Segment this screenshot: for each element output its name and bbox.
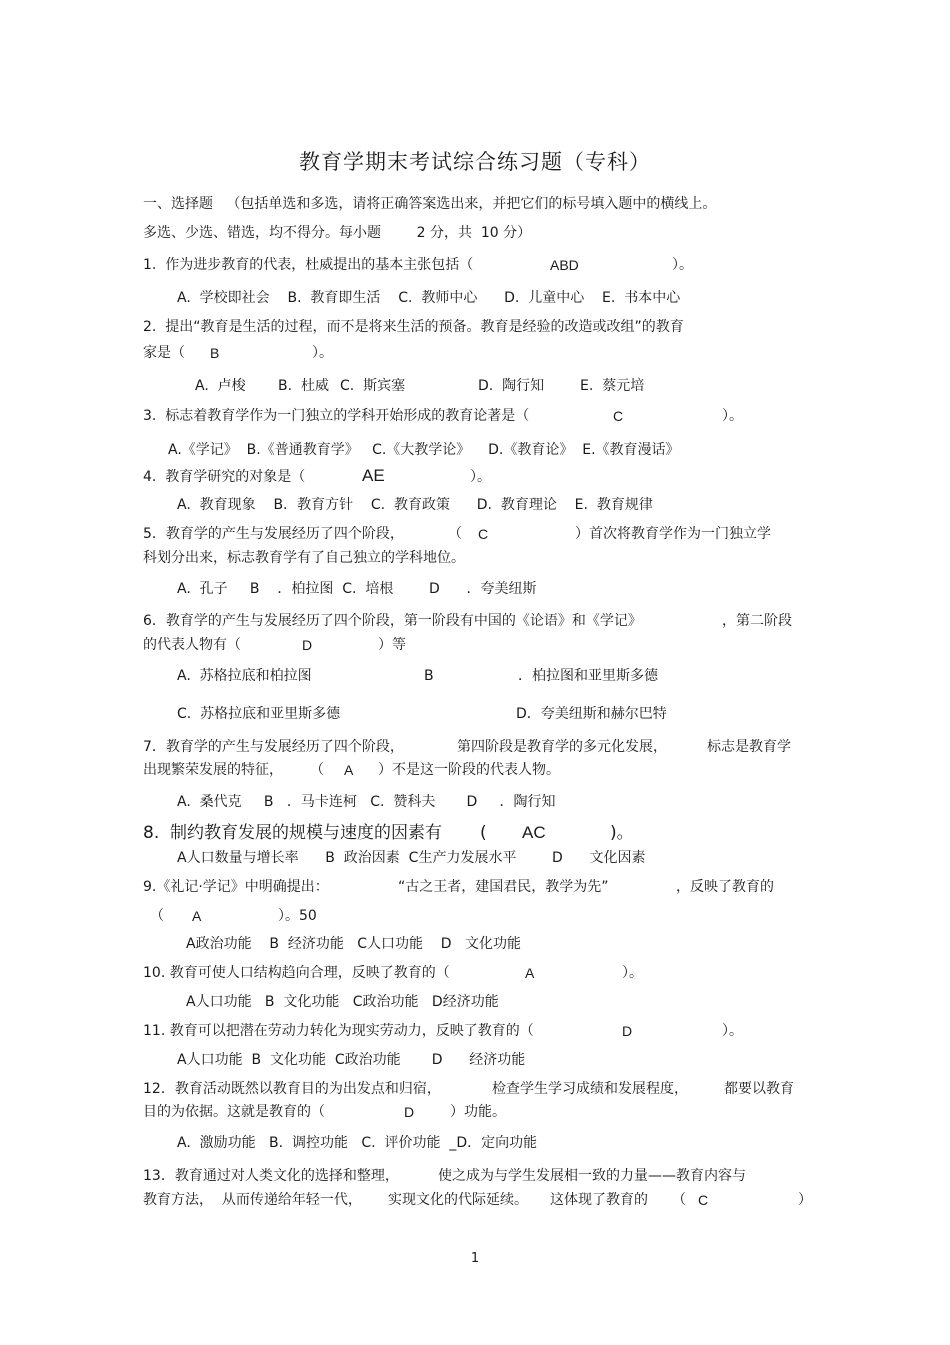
instructions-line-1: 一、选择题 （包括单选和多选，请将正确答案选出来，并把它们的标号填入题中的横线上。 (143, 196, 717, 212)
question-2-option-c: C. 斯宾塞 (340, 378, 406, 394)
question-4-close: ）。 (470, 469, 491, 485)
question-13-stem-line-2-end: 这体现了教育的 (550, 1192, 648, 1208)
question-6-option-a: A. 苏格拉底和柏拉图 (177, 668, 312, 684)
question-11-options: A人口功能 B 文化功能 C政治功能 D 经济功能 (177, 1052, 526, 1068)
question-12-stem-part-1: 12．教育活动既然以教育目的为出发点和归宿， (143, 1081, 441, 1097)
question-12-stem-part-2: 检查学生学习成绩和发展程度， (492, 1081, 688, 1097)
question-2-answer: B (210, 345, 220, 361)
question-2-option-d: D. 陶行知 (478, 378, 545, 394)
question-9-stem-part-1: 9.《礼记·学记》中明确提出： (143, 879, 329, 895)
question-7-stem-part-2: 第四阶段是教育学的多元化发展， (457, 739, 667, 755)
question-9-close: ）。50 (278, 908, 317, 924)
question-1-options: A. 学校即社会 B. 教育即生活 C. 教师中心 D. 儿童中心 E. 书本中心 (177, 290, 681, 306)
question-10-stem: 10. 教育可使人口结构趋向合理，反映了教育的（ (143, 965, 450, 981)
question-7-answer: A (344, 762, 354, 778)
question-2-option-e: E. 蔡元培 (580, 378, 645, 394)
question-6-option-d: D．夸美纽斯和赫尔巴特 (516, 706, 667, 722)
question-7-stem-line-2-end: ）不是这一阶段的代表人物。 (378, 762, 560, 778)
question-6-option-c: C. 苏格拉底和亚里斯多德 (177, 706, 341, 722)
question-13-answer: C (698, 1192, 709, 1208)
question-11-answer: D (622, 1023, 633, 1039)
question-7-paren: （ (310, 762, 324, 778)
question-12-answer: D (404, 1104, 415, 1120)
question-6-stem-part-2: ，第二阶段 (722, 613, 792, 629)
question-8-close: )。 (610, 823, 634, 843)
question-13-paren: （ (672, 1192, 686, 1208)
question-1-stem: 1. 作为进步教育的代表，杜威提出的基本主张包括（ (143, 257, 474, 273)
question-2-option-a: A. 卢梭 (195, 378, 246, 394)
question-5-options: A. 孔子 B ．柏拉图 C. 培根 D ．夸美纽斯 (177, 581, 537, 597)
question-12-stem-line-2-end: ）功能。 (450, 1104, 506, 1120)
question-10-answer: A (525, 965, 535, 981)
question-6-option-b: ．柏拉图和亚里斯多德 (518, 668, 658, 684)
page-number: 1 (470, 1251, 480, 1266)
question-9-paren: （ (150, 908, 164, 924)
question-13-stem-part-2: 使之成为与学生发展相一致的力量——教育内容与 (438, 1168, 746, 1184)
question-2-stem-line-2: 家是（ (143, 345, 185, 361)
question-12-stem-line-2: 目的为依据。这就是教育的（ (143, 1104, 325, 1120)
question-9-stem-part-2: “古之王者，建国君民，教学为先” (398, 879, 609, 895)
question-5-answer: C (478, 526, 489, 542)
question-1-answer: ABD (550, 257, 579, 273)
question-6-stem-line-2-end: ）等 (378, 637, 406, 653)
question-8-paren: ( (480, 823, 487, 843)
question-2-close: ）。 (312, 345, 333, 361)
question-5-stem-part-1: 5．教育学的产生与发展经历了四个阶段， (143, 526, 404, 542)
question-11-close: ）。 (722, 1023, 743, 1039)
instructions-line-2: 多选、少选、错选，均不得分。每小题 2 分，共 10 分） (143, 225, 532, 241)
question-7-stem-part-1: 7．教育学的产生与发展经历了四个阶段， (143, 739, 404, 755)
question-7-options: A. 桑代克 B ．马卡连柯 C. 赞科夫 D ．陶行知 (177, 794, 556, 810)
question-2-option-b: B. 杜威 (278, 378, 329, 394)
question-11-stem: 11. 教育可以把潜在劳动力转化为现实劳动力，反映了教育的（ (143, 1023, 534, 1039)
question-9-stem-part-3: ，反映了教育的 (676, 879, 774, 895)
question-5-paren: （ (448, 526, 462, 542)
question-13-stem-line-2-mid: 实现文化的代际延续。 (388, 1192, 528, 1208)
question-12-stem-part-3: 都要以教育 (724, 1081, 794, 1097)
question-8-stem: 8. 制约教育发展的规模与速度的因素有 (143, 823, 443, 843)
question-4-stem: 4. 教育学研究的对象是（ (143, 469, 306, 485)
question-9-options: A政治功能 B 经济功能 C人口功能 D 文化功能 (186, 936, 521, 952)
question-5-stem-line-2: 科划分出来，标志教育学有了自己独立的学科地位。 (143, 550, 465, 566)
question-8-answer: AC (522, 823, 546, 842)
question-10-options: A人口功能 B 文化功能 C政治功能 D经济功能 (186, 994, 499, 1010)
question-12-options: A. 激励功能 B. 调控功能 C. 评价功能 _D．定向功能 (177, 1135, 538, 1151)
page-title: 教育学期末考试综合练习题（专科） (299, 150, 651, 174)
question-4-answer: AE (362, 466, 385, 485)
question-6-option-b-letter: B (424, 668, 434, 684)
question-10-close: ）。 (622, 965, 643, 981)
question-3-stem: 3. 标志着教育学作为一门独立的学科开始形成的教育论著是（ (143, 408, 530, 424)
question-6-stem-line-2: 的代表人物有（ (143, 637, 241, 653)
question-3-close: ）。 (722, 408, 743, 424)
question-3-options: A.《学记》 B.《普通教育学》 C.《大教学论》 D.《教育论》 E.《教育漫话》 (168, 442, 680, 458)
question-7-stem-line-2: 出现繁荣发展的特征， (143, 762, 283, 778)
question-6-stem-part-1: 6．教育学的产生与发展经历了四个阶段，第一阶段有中国的《论语》和《学记》 (143, 613, 642, 629)
question-13-stem-part-1: 13．教育通过对人类文化的选择和整理， (143, 1168, 399, 1184)
question-8-options: A人口数量与增长率 B 政治因素 C生产力发展水平 D 文化因素 (177, 850, 646, 866)
question-3-answer: C (613, 408, 624, 424)
question-13-stem-line-2: 教育方法， 从而传递给年轻一代， (143, 1192, 362, 1208)
question-9-answer: A (192, 908, 202, 924)
question-2-stem-line-1: 2. 提出“教育是生活的过程，而不是将来生活的预备。教育是经验的改造或改组”的教育 (143, 319, 684, 335)
question-6-answer: D (302, 637, 313, 653)
question-13-close: ） (798, 1192, 812, 1208)
question-1-close: ）。 (672, 257, 693, 273)
question-7-stem-part-3: 标志是教育学 (707, 739, 791, 755)
question-5-stem-part-2: ）首次将教育学作为一门独立学 (575, 526, 771, 542)
question-4-options: A. 教育现象 B．教育方针 C. 教育政策 D. 教育理论 E. 教育规律 (177, 497, 653, 513)
